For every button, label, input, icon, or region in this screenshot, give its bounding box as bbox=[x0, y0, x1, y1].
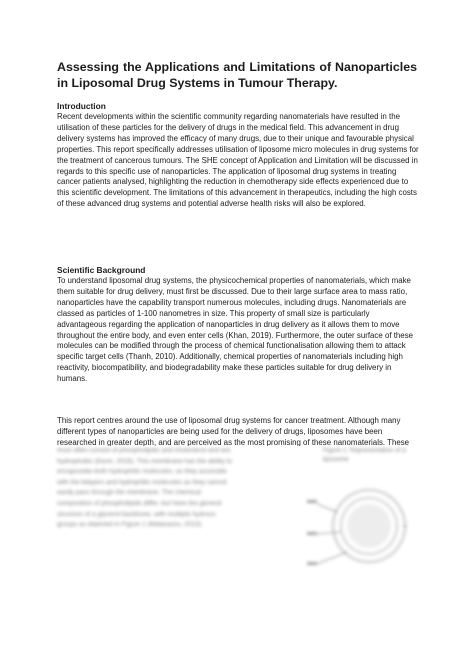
blurred-line: hydrophobic (Dunn, 2015). This membrane has the ability to bbox=[57, 457, 233, 465]
blurred-line: encapsulate both hydrophilic molecules, as they associate bbox=[57, 468, 227, 476]
blurred-line: structure of a glycerol backbone, with multiple hydrous bbox=[57, 510, 216, 518]
blurred-text-block bbox=[57, 446, 293, 531]
document-title: Assessing the Applications and Limitations of Nanoparticles in Liposomal Drug Systems in Tumour Therapy. bbox=[57, 60, 417, 90]
introduction-text: Recent developments within the scientific community regarding nanomaterials have resulted in the utilisation of these particles for the delivery of drugs in the medical field. This advancement in drug delivery systems has improved the efficacy of many drugs, due to their unique and favourable physical properties. This report specifically addresses utilisation of liposome micro molecules in drug systems for the treatment of cancerous tumours. The SHE concept of Application and Limitation will be discussed in regards to this specific use of nanoparticles. The application of liposomal drug systems in treating cancer patients analysed, highlighting the reduction in chemotherapy side effects experienced due to this scientific development. The limitations of this advancement in therapeutics, including the high costs of these advanced drug systems and potential adverse health risks will also be explored. bbox=[57, 112, 419, 209]
background-paragraph bbox=[57, 276, 419, 385]
liposome-figure bbox=[307, 446, 419, 606]
blurred-line: with the bilayers and hydrophilic molecules as they cannot bbox=[57, 478, 227, 486]
figure-caption: Figure 1: Representation of a liposome bbox=[323, 447, 406, 463]
blurred-line: most often consist of phospholipids and cholesterol and are bbox=[57, 447, 231, 454]
blurred-line: composition of phospholipids differ, but have the general bbox=[57, 499, 222, 507]
blurred-preview-region bbox=[0, 446, 474, 670]
blurred-line: groups as depicted in Figure 1 (Matarazzo, 2013). bbox=[57, 521, 203, 529]
liposome-diagram bbox=[307, 464, 419, 594]
report-text: This report centres around the use of liposomal drug systems for cancer treatment. Although many different types of nanoparticles are being used for the delivery of drugs, liposomes have been researched in greater depth, and are perceived as the most promising of these nanomaterials. These bbox=[57, 416, 410, 446]
report-paragraph bbox=[57, 416, 419, 446]
introduction-heading: Introduction bbox=[57, 101, 106, 111]
introduction-paragraph bbox=[57, 112, 419, 210]
background-heading: Scientific Background bbox=[57, 265, 146, 275]
background-text: To understand liposomal drug systems, the physicochemical properties of nanomaterials, which make them suitable for drug delivery, must first be discussed. Due to their large surface area to mass ratio, nanoparticles have the capability transport numerous molecules, including drugs. Nanomaterials are classed as particles of 1-100 nanometres in size. This property of small size is particularly advantageous regarding the application of nanoparticles in drug delivery as it allows them to move throughout the entire body, and even enter cells (Khan, 2019). Furthermore, the outer surface of these molecules can be modified through the process of chemical functionalisation allowing them to attack specific target cells (Thanh, 2010). Additionally, chemical properties of nanomaterials including high reactivity, biocompatibility, and biodegradability make these particles suitable for drug delivery in humans. bbox=[57, 276, 414, 384]
blurred-line: easily pass through the membrane. The chemical bbox=[57, 489, 201, 497]
